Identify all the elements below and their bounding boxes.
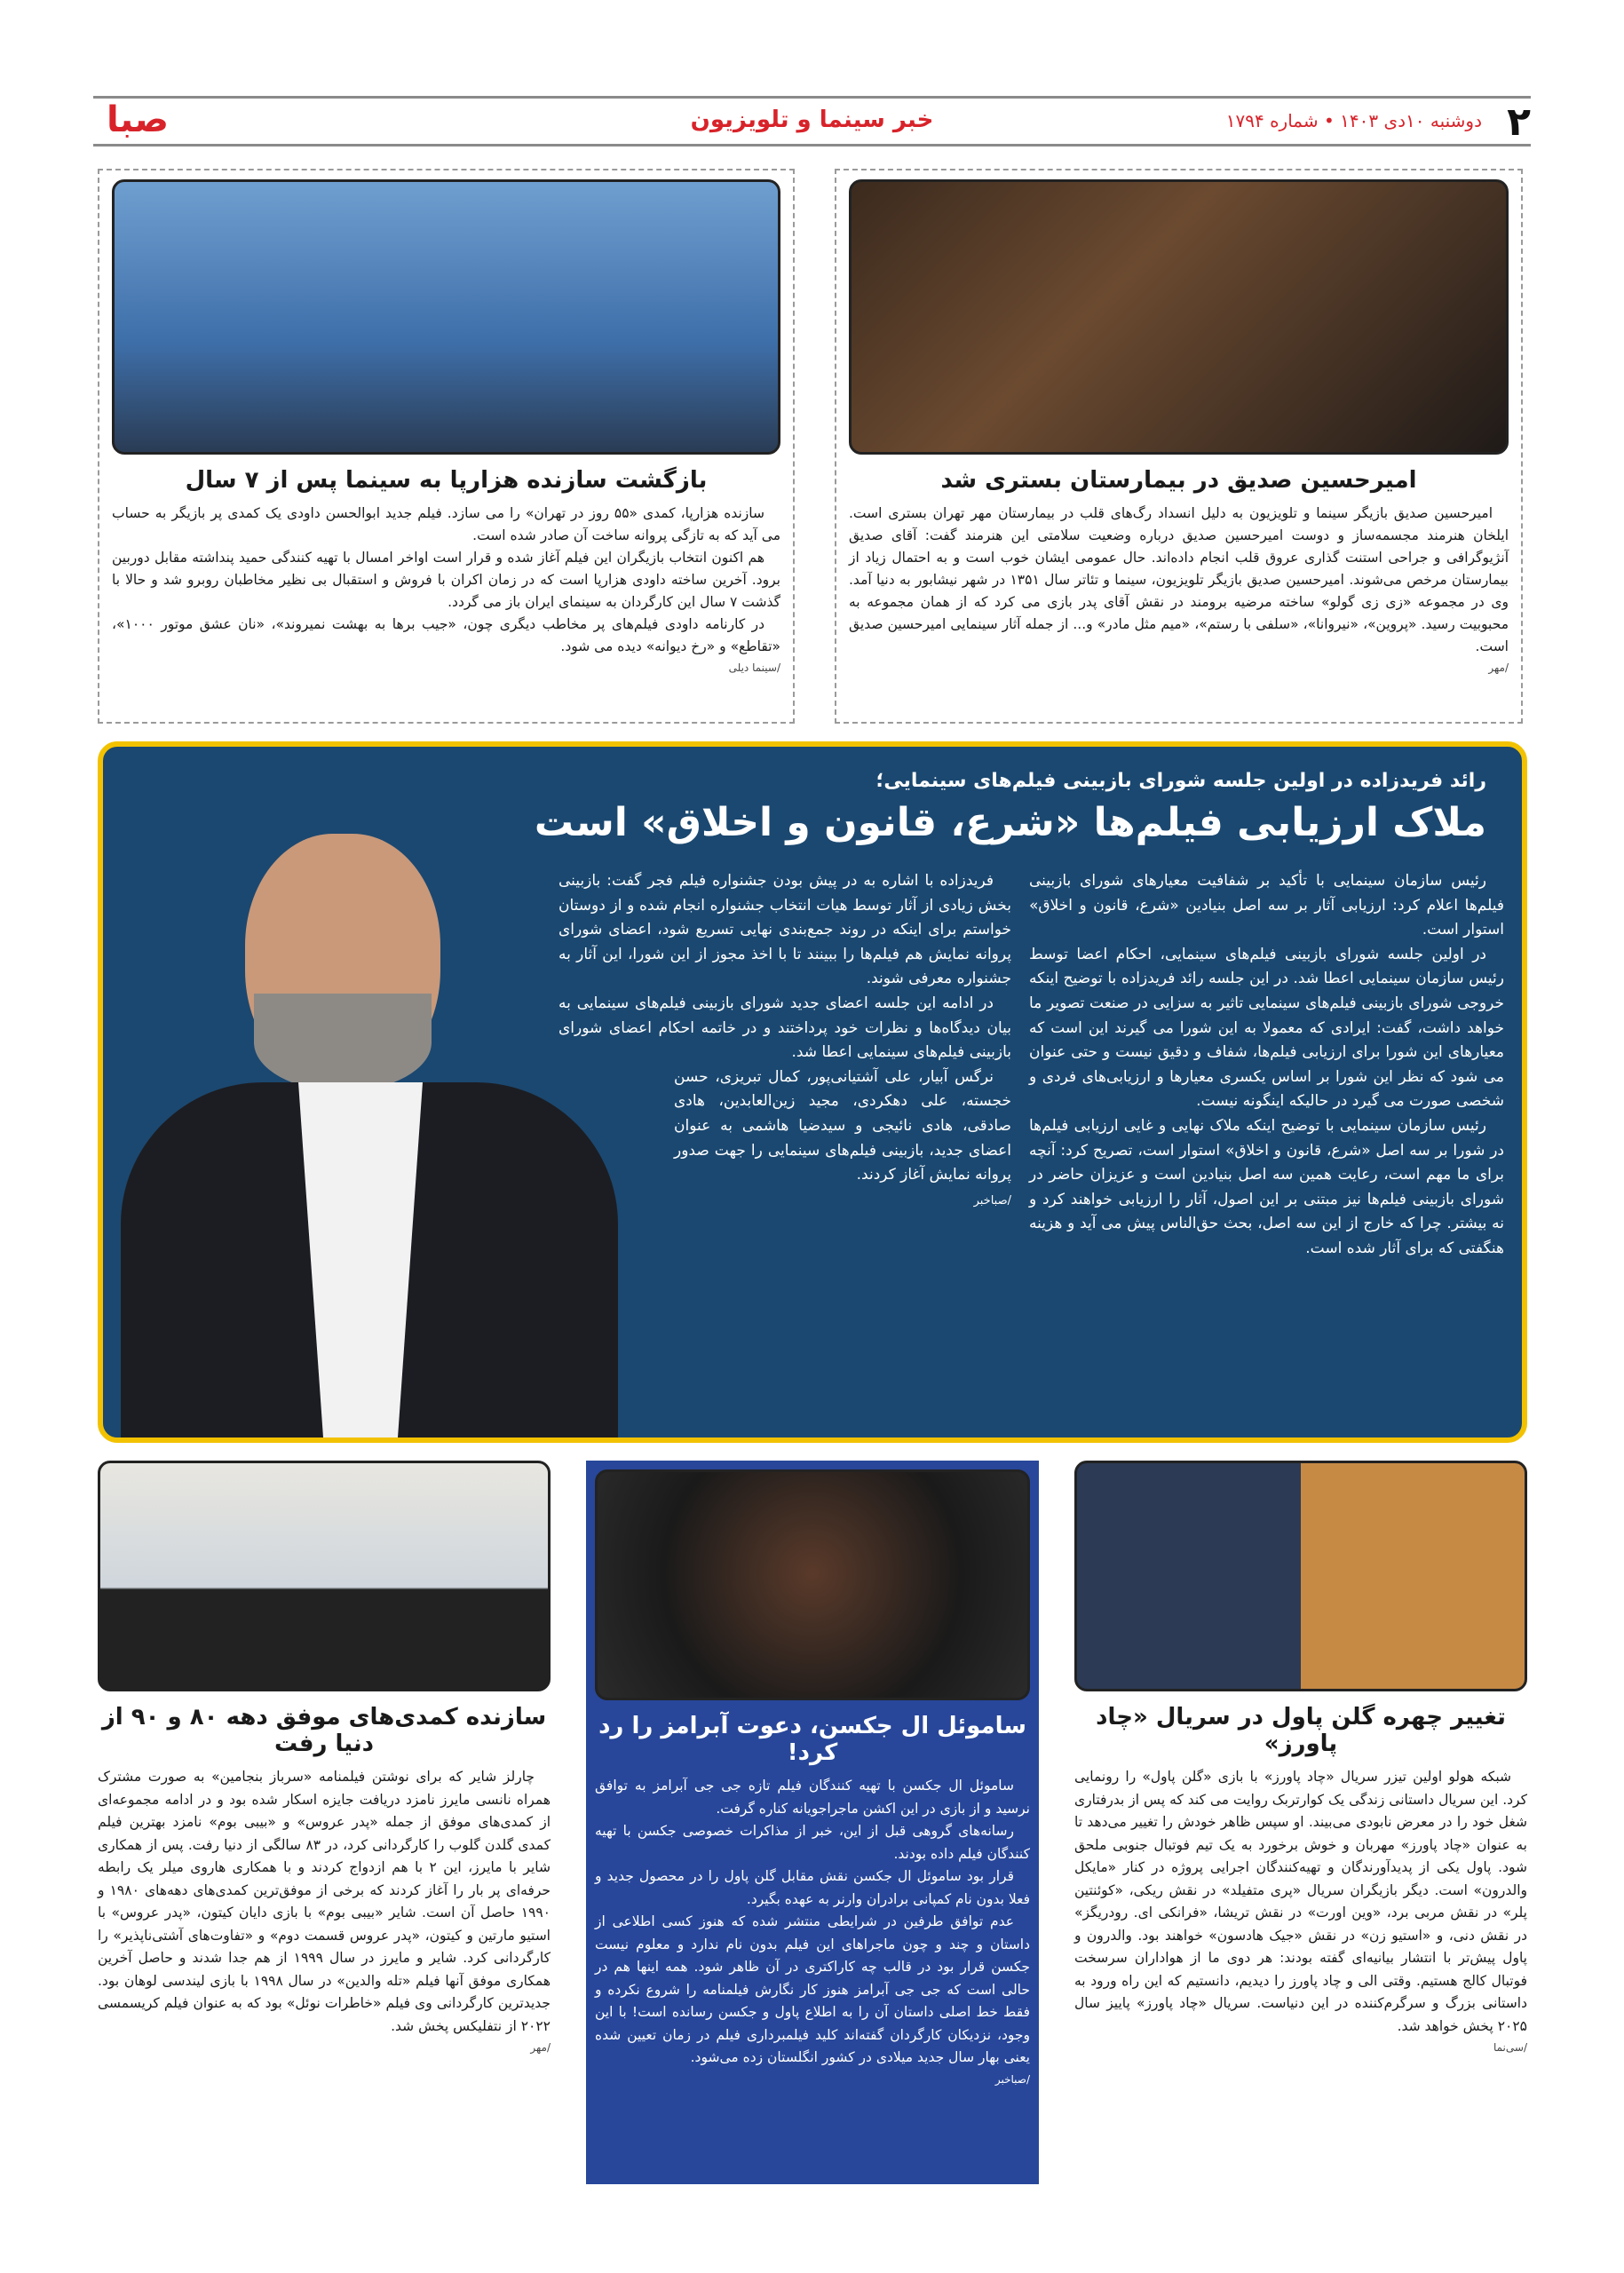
article-photo: [595, 1469, 1030, 1700]
page-number: ۲: [1507, 99, 1531, 145]
article-charles-shyer: [98, 1461, 551, 2184]
article-davoodi-return: [98, 169, 795, 724]
article-title: سازنده کمدی‌های موفق دهه ۸۰ و ۹۰ از دنیا رفت: [101, 1704, 547, 1757]
article-title: تغییر چهره گلن پاول در سریال «چاد پاورز»: [1096, 1704, 1506, 1757]
article-title: ساموئل ال جکسن، دعوت آبرامز را رد کرد!: [598, 1713, 1026, 1766]
feature-paragraph: در ادامه این جلسه اعضای جدید شورای بازبینی فیلم‌های سینمایی به بیان دیدگاه‌ها و نظرات خود پرداختند و در خاتمه احکام اعضای شورای بازبینی فیلم‌های سینمایی اعطا شد.: [558, 994, 1011, 1062]
article-source: /مهر: [1488, 661, 1509, 674]
article-title: بازگشت سازنده هزارپا به سینما پس از ۷ سال: [185, 467, 708, 494]
article-paragraph: ساموئل ال جکسن با تهیه کنندگان فیلم تازه جی جی آبرامز به توافق نرسید و از بازی در این اکشن ماجراجویانه کناره گرفت.: [595, 1778, 1030, 1817]
feature-paragraph: نرگس آبیار، علی آشتیانی‌پور، کمال تبریزی، حسن خجسته، علی دهکردی، مجید زین‌العابدین، هادی صادقی، هادی نائیجی و سیدضیا هاشمی به عنوان اعضای جدید، بازبینی فیلم‌های سینمایی را جهت صدور پروانه نمایش آغاز کردند.: [674, 1067, 1011, 1184]
article-paragraph: سازنده هزارپا، کمدی «۵۵ روز در تهران» را می سازد. فیلم جدید ابوالحسن داودی یک کمدی پر بازیگر به حساب می آید که به تازگی پروانه ساخت آن صادر شده است.: [112, 505, 780, 543]
feature-article: [98, 741, 1527, 1443]
feature-kicker: رائد فریدزاده در اولین جلسه شورای بازبینی فیلم‌های سینمایی؛: [875, 770, 1486, 792]
article-title: امیرحسین صدیق در بیمارستان بستری شد: [940, 467, 1417, 494]
feature-source: /صباخبر: [973, 1193, 1011, 1208]
article-source: /مهر: [530, 2041, 551, 2054]
header-bottom-rule: [93, 144, 1531, 147]
feature-paragraph: فریدزاده با اشاره به در پیش بودن جشنواره فیلم فجر گفت: بازبینی بخش زیادی از آثار توسط هیات انتخاب جشنواره انجام شده و از دوستان خواستم برای اینکه در روند جمع‌بندی نهایی تسریع شود، اعضای شورای پروانه نمایش هم فیلم‌ها را ببینند تا با اخذ مجوز از این شورا، این آثار به جشنواره معرفی شوند.: [558, 872, 1011, 988]
article-photo: [112, 179, 780, 455]
section-title: خبر سینما و تلویزیون: [690, 107, 934, 133]
feature-column-right: [1029, 869, 1504, 1262]
article-paragraph: شبکه هولو اولین تیزر سریال «چاد پاورز» با بازی «گلن پاول» را رونمایی کرد. این سریال داستانی زندگی یک کوارتربک روایت می کند که پس از بدرفتاری شغل خود را در معرض نابودی می‌بیند. او سپس ظاهر خودش را تغییر می‌دهد تا به عنوان «چاد پاورز» مهربان و خوش برخورد به یک تیم فوتبال جنوبی ملحق شود. پاول یکی از پدیدآورندگان و تهیه‌کنندگان اجرایی پروژه در کنار «مایکل والدرون» است. دیگر بازیگران سریال «پری متفیلد» در نقش ریکی، «کوئنتین پلر» در نقش مربی برد، «وین اورت» در نقش تریشا، «فرانکی ای. رودریگز» در نقش دنی، و «استیو زن» در نقش «جیک هادسون» خواهند بود. والدرون و پاول پیش‌تر با انتشار بیانیه‌ای گفته بودند: هر دوی ما از هواداران سرسخت فوتبال کالج هستیم. وقتی الی و چاد پاورز را دیدیم، دانستیم که این راه ورود به داستانی بزرگ و سرگرم‌کننده در این دنیاست. سریال «چاد پاورز» پاییز سال ۲۰۲۵ پخش خواهد شد.: [1074, 1769, 1527, 2034]
article-photo: [849, 179, 1509, 455]
article-samuel-jackson: [586, 1461, 1039, 2184]
article-paragraph: چارلز شایر که برای نوشتن فیلمنامه «سرباز بنجامین» به صورت مشترک همراه نانسی مایرز نامزد دریافت جایزه اسکار شده بود و در ادامه مجموعه‌ای از کمدی‌های موفق از جمله «پدر عروس» و «بیبی بوم» نامزد بهترین فیلم کمدی گلدن گلوب را کارگردانی کرد، در ۸۳ سالگی از دنیا رفت. پس از همکاری شایر با مایرز، این ۲ با هم ازدواج کردند و با همکاری هاروی میلر یک رابطه حرفه‌ای پر بار را آغاز کردند که برخی از موفق‌ترین کمدی‌های دهه‌های ۱۹۸۰ و ۱۹۹۰ حاصل آن است. شایر «بیبی بوم» با بازی دایان کیتون، «پدر عروس» با استیو مارتین و کیتون، «پدر عروس قسمت دوم» و «تفاوت‌های آشتی‌ناپذیر» را کارگردانی کرد. شایر و مایرز در سال ۱۹۹۹ از هم جدا شدند و حاصل آخرین همکاری موفق آنها فیلم «تله والدین» در سال ۱۹۹۸ با بازی لیندسی لوهان بود. جدیدترین کارگردانی وی فیلم «خاطرات نوئل» بود که به عنوان فیلم کریسمسی ۲۰۲۲ از نتفلیکس پخش شد.: [98, 1769, 551, 2034]
feature-paragraph: رئیس سازمان سینمایی با تأکید بر شفافیت معیارهای شورای بازبینی فیلم‌ها اعلام کرد: ارزیابی آثار بر سه اصل بنیادین «شرع، قانون و اخلاق» استوار است.: [1029, 872, 1504, 939]
article-photo: [98, 1461, 551, 1691]
feature-paragraph: در اولین جلسه شورای بازبینی فیلم‌های سینمایی، احکام اعضا توسط رئیس سازمان سینمایی اعطا شد. در این جلسه رائد فریدزاده با توضیح اینکه خروجی شورای بازبینی فیلم‌های سینمایی تاثیر به سزایی در صنعت تصویر ما خواهد داشت، گفت: ایرادی که معمولا به این شورا می گیرند این است که معیارهای این شورا برای ارزیابی فیلم‌ها، شفاف و دقیق نیست و حتی عنوان می شود که نظر این شورا بر اساس یکسری معیارها و ارزیابی‌های فردی و شخصی صورت می گیرد در حالیکه اینگونه نیست.: [1029, 945, 1504, 1111]
article-paragraph: امیرحسین صدیق بازیگر سینما و تلویزیون به دلیل انسداد رگ‌های قلب در بیمارستان مهر تهران بستری است. ایلخان هنرمند مجسمه‌ساز و دوست امیرحسین صدیق درباره وضعیت سلامتی این هنرمند گفت: آقای صدیق آنژیوگرافی و جراحی استنت گذاری عروق قلب انجام داده‌اند. حال عمومی ایشان خوب است و به احتمال زیاد از بیمارستان مرخص می‌شوند. امیرحسین صدیق بازیگر تلویزیون، سینما و تئاتر سال ۱۳۵۱ در شهر نیشابور به دنیا آمد. وی در مجموعه «زی زی گولو» ساخته مرضیه برومند در نقش آقای پدر بازی می کرد که از همان مجموعه به محبوبیت رسید. «پروین»، «نیروانا»، «سلفی با رستم»، «میم مثل مادر» و... از جمله آثار سینمایی امیرحسین صدیق است.: [849, 505, 1509, 654]
feature-photo: [121, 816, 618, 1437]
article-paragraph: در کارنامه داودی فیلم‌های پر مخاطب دیگری چون، «جیب برها به بهشت نمیروند»، «نان عشق موتور ۱۰۰۰»، «تقاطع» و «رخ دیوانه» دیده می شود.: [112, 616, 780, 654]
newspaper-logo: صبا: [107, 99, 169, 140]
dateline: دوشنبه ۱۰دی ۱۴۰۳ • شماره ۱۷۹۴: [1225, 110, 1482, 131]
article-source: /سی‌نما: [1493, 2041, 1527, 2054]
header-top-rule: [93, 96, 1531, 99]
article-glen-powell: [1074, 1461, 1527, 2184]
feature-paragraph: رئیس سازمان سینمایی با توضیح اینکه ملاک نهایی و غایی ارزیابی فیلم‌ها در شورا بر سه اصل «شرع، قانون و اخلاق» استوار است، تصریح کرد: آنچه برای ما مهم است، رعایت همین سه اصل بنیادین است و عزیزان حاضر در شورای بازبینی فیلم‌ها نیز مبتنی بر این اصول، آثار را ارزیابی خواهند کرد و نه بیشتر. چرا که خارج از این سه اصل، بحث حق‌الناس پیش می آید و هزینه هنگفتی که برای آثار شده است.: [1029, 1116, 1504, 1257]
article-source: /سینما دیلی: [728, 661, 780, 674]
article-paragraph: رسانه‌های گروهی قبل از این، خبر از مذاکرات خصوصی جکسن با تهیه کنندگان فیلم داده بودند.: [595, 1823, 1030, 1862]
article-paragraph: عدم توافق طرفین در شرایطی منتشر شده که هنوز کسی اطلاعی از داستان و چند و چون ماجراهای این فیلم بدون نام ندارد و معلوم نیست جکسن قرار بود در قالب چه کاراکتری در آن ظاهر شود. همه اینها هم در حالی است که جی جی آبرامز هنوز کار نگارش فیلمنامه را شروع نکرده و فقط خط اصلی داستان آن را به اطلاع پاول و جکسن رسانده است! با این وجود، نزدیکان کارگردان گفته‌اند کلید فیلمبرداری فیلم در زمان تعیین شده یعنی بهار سال جدید میلادی در کشور انگلستان زده می‌شود.: [595, 1913, 1030, 2065]
feature-column-middle: [558, 869, 1011, 1213]
article-amirhossein-sedigh: [835, 169, 1523, 724]
article-photo: [1074, 1461, 1527, 1691]
article-paragraph: هم اکنون انتخاب بازیگران این فیلم آغاز شده و قرار است اواخر امسال با تهیه کنندگی حمید پنداشته مقابل دوربین برود. آخرین ساخته داودی هزارپا است که در زمان اکران با فروش و استقبال بی نظیر مخاطبان روبرو شد و حالا با گذشت ۷ سال این کارگردان به سینمای ایران باز می گردد.: [112, 550, 780, 610]
article-source: /صباخبر: [994, 2072, 1030, 2086]
feature-headline: ملاک ارزیابی فیلم‌ها «شرع، قانون و اخلاق» است: [534, 800, 1486, 845]
article-paragraph: قرار بود ساموئل ال جکسن نقش مقابل گلن پاول را در محصول جدید و فعلا بدون نام کمپانی برادران وارنر به عهده بگیرد.: [595, 1868, 1030, 1907]
